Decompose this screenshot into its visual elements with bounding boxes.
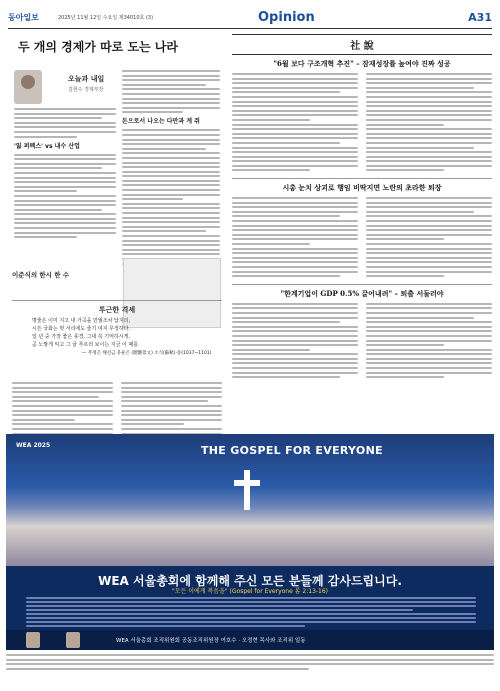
editorial-headline-3[interactable]: "한계기업이 GDP 0.5% 끌어내려" – 퇴출 서둘러야 [232, 284, 492, 299]
advertisement[interactable] [6, 434, 494, 650]
newspaper-brand[interactable]: 동아일보 [8, 13, 39, 22]
section-name: Opinion [258, 10, 315, 25]
editorial-headline-1[interactable]: "6월 보다 구조개혁 추진" – 잠재성장률 높여야 진짜 성공 [273, 59, 451, 68]
column-body-right [122, 70, 220, 267]
ad-footer-text: WEA 서울총회 조직위원회 공동조직위원장 여호수 · 오정현 목사와 조직위 일동 [116, 638, 306, 644]
column-subheading-1: '잃 퍼펙스' vs 내수 산업 [14, 142, 80, 150]
poem-header [12, 270, 116, 283]
page-header [8, 10, 492, 29]
poem-line: 명줄은 이미 지고 내 가곡을 만월조차 답지리, [32, 318, 131, 324]
column-title: 두 개의 경제가 따로 도는 나라 [18, 40, 178, 54]
editorial-headline-2[interactable]: 시총 눈치 상괴로 행임 비딱지면 노란의 초라한 퇴장 [232, 178, 492, 193]
column-subheading-2: 돈으로서 나오는 다만과 게 쥐 [122, 118, 200, 126]
poem-line: 일 년 중 가장 좋은 풍경, 그대 꼭 기억하시게, [32, 334, 131, 340]
avatar [26, 632, 40, 648]
author-column-label: 오늘과 내일 [68, 75, 105, 83]
poem-source: ― 무정곤 해선금 유운은 (贈劉景文) 소식(蘇軾)·송(1037~1101) [82, 351, 212, 356]
page-number: A31 [468, 11, 492, 24]
poem-line: 곧 노랗게 익고 그 귤 푸르러 보이는 지금 이 때를. [32, 342, 140, 348]
poem-title: 투근한 격세 [98, 306, 136, 314]
poem-series-title: 이준식의 한시 한 수 [12, 271, 70, 279]
column-article [12, 38, 222, 61]
ad-banner: THE GOSPEL FOR EVERYONE [201, 444, 383, 457]
ad-subline: "모든 이에게 복음을" (Gospel for Everyone 롬 2:13-16) [171, 588, 329, 595]
editorial-label: 社 說 [232, 34, 492, 55]
author-photo [14, 70, 42, 104]
ad-headline: WEA 서울총회에 함께해 주신 모든 분들께 감사드립니다. [98, 574, 402, 588]
issue-meta: 2025년 11월 12일 수요일 제34010호 (3) [58, 15, 154, 21]
ad-footer [6, 630, 494, 650]
cross-icon [244, 470, 250, 510]
author-role: 김현수 경제부장 [68, 87, 104, 93]
ad-top-label: WEA 2025 [16, 442, 51, 449]
poem-block [12, 300, 222, 358]
poem-line: 시든 국화는 벗 서리에도 줄기 여지 무정하다. [32, 326, 131, 332]
ad-body [26, 597, 476, 629]
editorial-section [232, 34, 492, 381]
section-logo [258, 10, 315, 25]
bottom-text [6, 654, 494, 686]
author-block [14, 70, 105, 106]
column-body-left [14, 108, 116, 241]
avatar [66, 632, 80, 648]
